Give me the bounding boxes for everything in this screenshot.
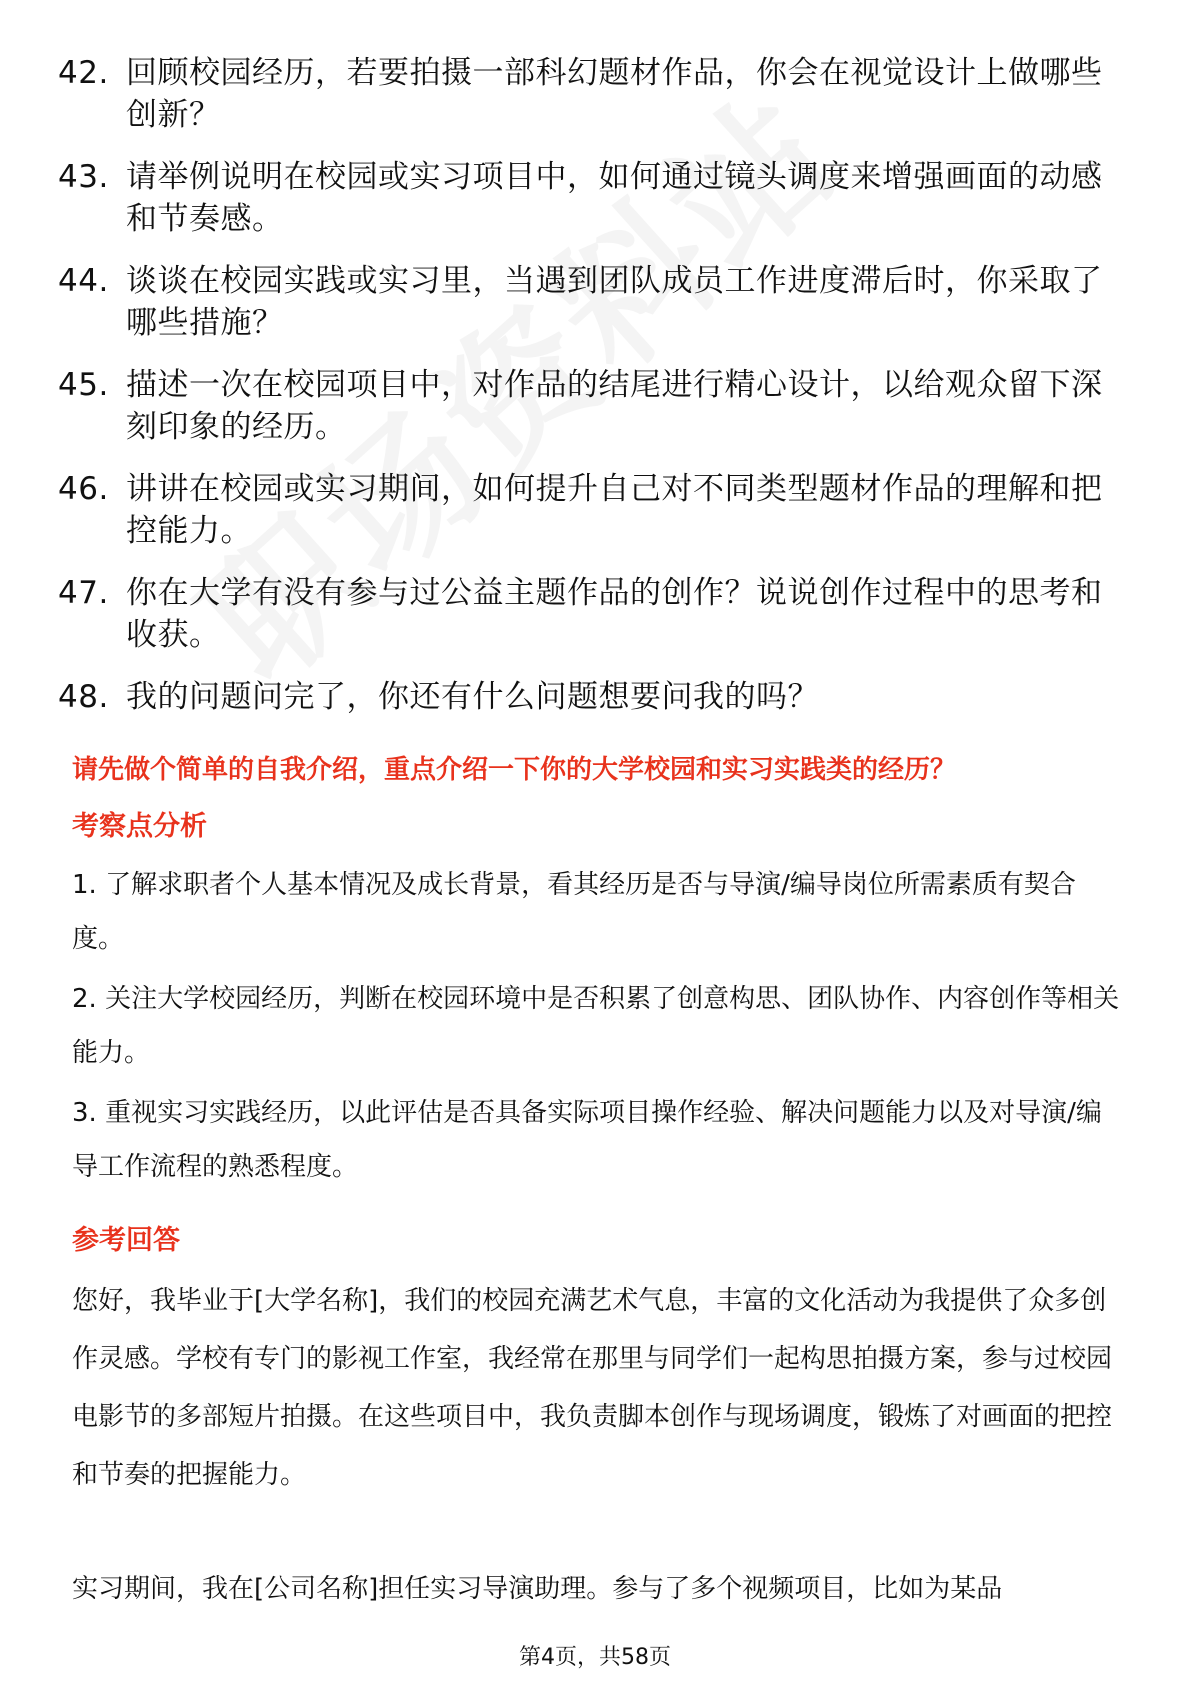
list-item (58, 572, 1118, 656)
question-list (58, 52, 1118, 738)
question-number: 47. (58, 575, 109, 611)
question-text: 请举例说明在校园或实习项目中，如何通过镜头调度来增强画面的动感和节奏感。 (126, 159, 1103, 237)
analysis-title: 考察点分析 (72, 811, 207, 842)
answer-paragraph: 实习期间，我在[公司名称]担任实习导演助理。参与了多个视频项目，比如为某品 (72, 1574, 1003, 1604)
page-footer: 第4页，共58页 (519, 1645, 671, 1670)
answer-section (72, 752, 1122, 1618)
list-item (58, 468, 1118, 552)
highlight-question: 请先做个简单的自我介绍，重点介绍一下你的大学校园和实习实践类的经历？ (72, 755, 957, 785)
question-text: 回顾校园经历，若要拍摄一部科幻题材作品，你会在视觉设计上做哪些创新？ (126, 55, 1103, 133)
list-item (58, 364, 1118, 448)
question-text: 谈谈在校园实践或实习里，当遇到团队成员工作进度滞后时，你采取了哪些措施？ (126, 263, 1103, 341)
answer-paragraph: 您好，我毕业于[大学名称]，我们的校园充满艺术气息，丰富的文化活动为我提供了众多创作灵感。学校有专门的影视工作室，我经常在那里与同学们一起构思拍摄方案，参与过校园电影节的多部短片拍摄。在这些项目中，我负责脚本创作与现场调度，锻炼了对画面的把控和节奏的把握能力。 (72, 1286, 1113, 1490)
list-item (58, 260, 1118, 344)
list-item (58, 676, 1118, 718)
question-number: 44. (58, 263, 109, 299)
analysis-point: 1. 了解求职者个人基本情况及成长背景，看其经历是否与导演/编导岗位所需素质有契合度。 (72, 870, 1076, 954)
analysis-point: 3. 重视实习实践经历，以此评估是否具备实际项目操作经验、解决问题能力以及对导演/编导工作流程的熟悉程度。 (72, 1098, 1102, 1182)
question-text: 讲讲在校园或实习期间，如何提升自己对不同类型题材作品的理解和把控能力。 (126, 471, 1103, 549)
list-item (58, 156, 1118, 240)
question-number: 45. (58, 367, 109, 403)
question-text: 描述一次在校园项目中，对作品的结尾进行精心设计，以给观众留下深刻印象的经历。 (126, 367, 1103, 445)
question-text: 你在大学有没有参与过公益主题作品的创作？说说创作过程中的思考和收获。 (126, 575, 1103, 653)
list-item (58, 52, 1118, 136)
question-text: 我的问题问完了，你还有什么问题想要问我的吗？ (126, 679, 819, 715)
analysis-point: 2. 关注大学校园经历，判断在校园环境中是否积累了创意构思、团队协作、内容创作等相关能力。 (72, 984, 1120, 1068)
question-number: 48. (58, 679, 109, 715)
answer-title: 参考回答 (72, 1225, 180, 1256)
question-number: 43. (58, 159, 109, 195)
question-number: 42. (58, 55, 109, 91)
question-number: 46. (58, 471, 109, 507)
